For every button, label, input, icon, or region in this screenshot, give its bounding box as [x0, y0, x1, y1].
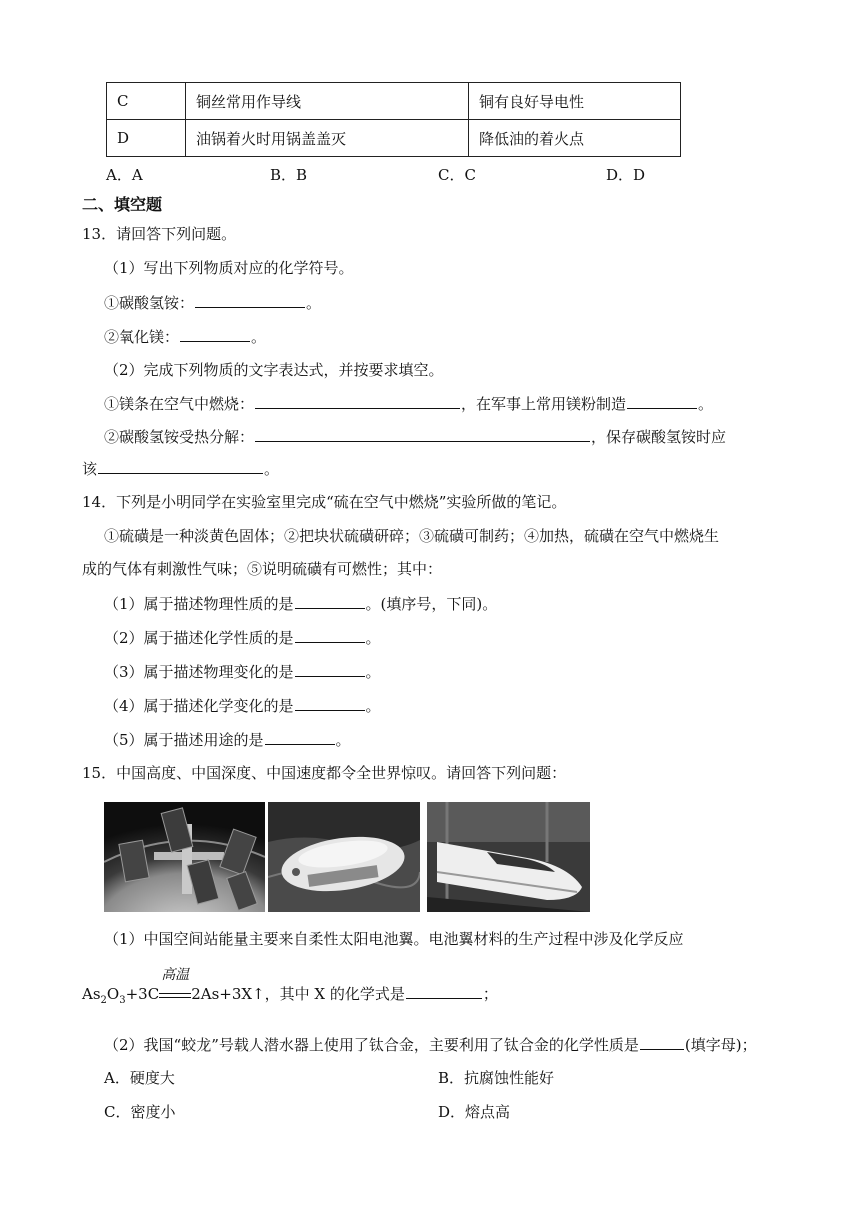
q14-notes-line2: 成的气体有刺激性气味；⑤说明硫磺有可燃性；其中： [82, 560, 443, 578]
period: 。 [306, 294, 322, 312]
q14-sub5 [104, 728, 351, 751]
answer-blank[interactable] [195, 291, 305, 308]
period: 。 [251, 328, 267, 346]
q13-item4-tail: 该 [82, 460, 98, 478]
table-cell-letter: D [107, 120, 186, 157]
condition-label: 高温 [161, 967, 190, 983]
submersible-photo [268, 802, 420, 912]
period: 。 [365, 697, 381, 715]
choice-d[interactable]: D．D [606, 166, 646, 184]
table-cell-reason: 降低油的着火点 [469, 120, 681, 157]
q14-sub3-label: （3）属于描述物理变化的是 [104, 663, 294, 681]
q14-sub1 [104, 592, 497, 615]
answer-blank[interactable] [180, 325, 250, 342]
q13-item3 [104, 392, 713, 415]
answer-blank[interactable] [265, 728, 335, 745]
option-c[interactable]: C．密度小 [104, 1103, 176, 1121]
answer-blank[interactable] [255, 392, 460, 409]
q13-item4-cont [82, 457, 279, 480]
choice-a[interactable]: A．A [106, 166, 143, 184]
choice-b[interactable]: B．B [270, 166, 308, 184]
q14-sub2-label: （2）属于描述化学性质的是 [104, 629, 294, 647]
table-cell-letter: C [107, 83, 186, 120]
period: 。 [335, 731, 351, 749]
q13-item3-label: ①镁条在空气中燃烧： [104, 395, 255, 413]
answer-blank[interactable] [640, 1033, 684, 1050]
table-cell-fact: 铜丝常用作导线 [186, 83, 469, 120]
question-13-stem: 13．请回答下列问题。 [82, 225, 237, 243]
eq-carbon: +3C [125, 985, 160, 1003]
question-14-stem: 14．下列是小明同学在实验室里完成“硫在空气中燃烧”实验所做的笔记。 [82, 493, 567, 511]
q14-sub3 [104, 660, 381, 683]
q13-item4-mid: ，保存碳酸氢铵时应 [591, 428, 727, 446]
eq-o: O [106, 985, 120, 1003]
eq-subscript: 3 [119, 995, 126, 1006]
q14-sub4-label: （4）属于描述化学变化的是 [104, 697, 294, 715]
q15-part2-label: （2）我国“蛟龙”号载人潜水器上使用了钛合金，主要利用了钛合金的化学性质是 [104, 1036, 639, 1054]
eq-right: 2As+3X↑，其中 X 的化学式是 [191, 985, 405, 1003]
eq-subscript: 2 [100, 995, 107, 1006]
q14-notes-line1: ①硫磺是一种淡黄色固体；②把块状硫磺研碎；③硫磺可制药；④加热，硫磺在空气中燃烧生 [104, 527, 720, 545]
q14-sub5-label: （5）属于描述用途的是 [104, 731, 264, 749]
q14-sub4 [104, 694, 381, 717]
table-cell-fact: 油锅着火时用锅盖盖灭 [186, 120, 469, 157]
answer-blank[interactable] [295, 660, 365, 677]
q13-item1-label: ①碳酸氢铵： [104, 294, 195, 312]
q13-part1: （1）写出下列物质对应的化学符号。 [104, 259, 354, 277]
answer-blank[interactable] [295, 694, 365, 711]
q14-sub1-tail: 。(填序号，下同)。 [365, 595, 498, 613]
q14-sub2 [104, 626, 381, 649]
answer-blank[interactable] [295, 592, 365, 609]
q13-item2 [104, 325, 266, 348]
equals-sign [159, 993, 191, 998]
q13-item2-label: ②氧化镁： [104, 328, 180, 346]
period: 。 [264, 460, 280, 478]
answer-blank[interactable] [295, 626, 365, 643]
q14-sub1-label: （1）属于描述物理性质的是 [104, 595, 294, 613]
chemical-equation [82, 967, 498, 1012]
option-a[interactable]: A．硬度大 [104, 1069, 175, 1087]
q13-item4-label: ②碳酸氢铵受热分解： [104, 428, 255, 446]
section-title: 二、填空题 [82, 195, 163, 214]
period: 。 [365, 663, 381, 681]
high-speed-train-photo [427, 802, 590, 912]
space-station-photo [104, 802, 265, 912]
q15-part1: （1）中国空间站能量主要来自柔性太阳电池翼。电池翼材料的生产过程中涉及化学反应 [104, 930, 684, 948]
option-d[interactable]: D．熔点高 [438, 1103, 511, 1121]
q15-part2 [104, 1033, 757, 1056]
answer-blank[interactable] [255, 425, 590, 442]
option-b[interactable]: B．抗腐蚀性能好 [438, 1069, 555, 1087]
answer-blank[interactable] [406, 982, 482, 999]
answer-blank[interactable] [98, 457, 263, 474]
q13-item1 [104, 291, 321, 314]
q13-part2: （2）完成下列物质的文字表达式，并按要求填空。 [104, 361, 444, 379]
answer-blank[interactable] [627, 392, 697, 409]
question-15-stem: 15．中国高度、中国深度、中国速度都令全世界惊叹。请回答下列问题： [82, 764, 567, 782]
table-row [107, 83, 681, 120]
semicolon: ； [482, 985, 498, 1003]
table-row [107, 120, 681, 157]
reaction-condition [159, 967, 191, 1005]
period: 。 [698, 395, 714, 413]
q15-part2-tail: (填字母)； [684, 1036, 757, 1054]
q13-item4 [104, 425, 726, 448]
period: 。 [365, 629, 381, 647]
q13-item3-mid: ，在军事上常用镁粉制造 [461, 395, 627, 413]
table-cell-reason: 铜有良好导电性 [469, 83, 681, 120]
options-table [106, 82, 681, 157]
choice-c[interactable]: C．C [438, 166, 476, 184]
eq-as: As [82, 985, 101, 1003]
